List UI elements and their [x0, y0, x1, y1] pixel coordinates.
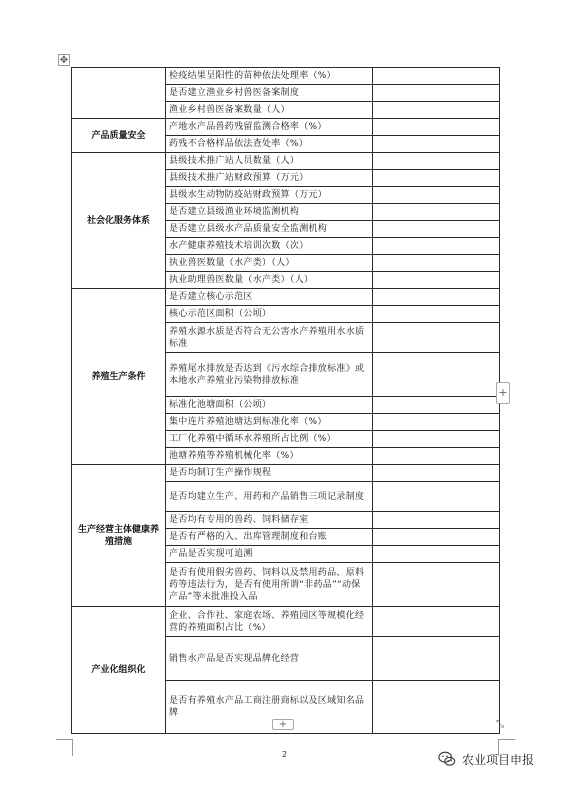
indicator-cell[interactable]: 县级技术推广站财政预算（万元） [166, 170, 373, 187]
indicator-cell[interactable]: 县级技术推广站人员数量（人） [166, 153, 373, 170]
value-cell[interactable] [373, 204, 500, 221]
table-row [72, 465, 500, 482]
indicator-cell[interactable]: 养殖尾水排放是否达到《污水综合排放标准》或本地水产养殖业污染物排放标准 [166, 353, 373, 397]
indicator-cell[interactable]: 水产健康养殖技术培训次数（次） [166, 238, 373, 255]
indicator-cell[interactable]: 药残不合格样品依法查处率（%） [166, 136, 373, 153]
value-cell[interactable] [373, 221, 500, 238]
value-cell[interactable] [373, 289, 500, 306]
indicator-cell[interactable]: 工厂化养殖中循环水养殖所占比例（%） [166, 431, 373, 448]
value-cell[interactable] [373, 119, 500, 136]
page-number: 2 [281, 750, 288, 759]
value-cell[interactable] [373, 187, 500, 204]
value-cell[interactable] [373, 414, 500, 431]
indicator-cell[interactable]: 是否有使用假劣兽药、饲料以及禁用药品、原料药等违法行为，是否有使用所谓“非药品”“动保产品”等未批准投入品 [166, 563, 373, 607]
indicator-cell[interactable]: 是否均建立生产、用药和产品销售三项记录制度 [166, 482, 373, 512]
value-cell[interactable] [373, 85, 500, 102]
value-cell[interactable] [373, 512, 500, 529]
value-cell[interactable] [373, 102, 500, 119]
indicator-cell[interactable]: 销售水产品是否实现品牌化经营 [166, 637, 373, 681]
indicator-cell[interactable]: 标准化池塘面积（公顷） [166, 397, 373, 414]
category-cell[interactable]: 社会化服务体系 [72, 153, 166, 289]
value-cell[interactable] [373, 431, 500, 448]
category-cell[interactable]: 产业化组织化 [72, 607, 166, 734]
category-cell[interactable]: 产品质量安全 [72, 119, 166, 153]
indicator-cell[interactable]: 执业助理兽医数量（水产类）（人） [166, 272, 373, 289]
table-row [72, 289, 500, 306]
category-cell[interactable]: 生产经营主体健康养殖措施 [72, 465, 166, 607]
value-cell[interactable] [373, 68, 500, 85]
indicator-cell[interactable]: 是否有严格的入、出库管理制度和台账 [166, 529, 373, 546]
value-cell[interactable] [373, 255, 500, 272]
category-cell[interactable]: 养殖生产条件 [72, 289, 166, 465]
indicator-cell[interactable]: 是否有养殖水产品工商注册商标以及区域知名品牌 [166, 681, 373, 734]
table-move-handle-icon[interactable]: ✥ [59, 55, 69, 66]
table-row [72, 119, 500, 136]
value-cell[interactable] [373, 170, 500, 187]
add-column-icon[interactable]: + [496, 382, 510, 404]
indicator-cell[interactable]: 渔业乡村兽医备案数量（人） [166, 102, 373, 119]
value-cell[interactable] [373, 529, 500, 546]
value-cell[interactable] [373, 136, 500, 153]
indicator-cell[interactable]: 企业、合作社、家庭农场、养殖园区等规模化经营的养殖面积占比（%） [166, 607, 373, 637]
value-cell[interactable] [373, 353, 500, 397]
value-cell[interactable] [373, 482, 500, 512]
table-resize-handle-icon[interactable]: ⤡ [496, 719, 504, 730]
value-cell[interactable] [373, 153, 500, 170]
indicator-cell[interactable]: 核心示范区面积（公顷） [166, 306, 373, 323]
indicator-cell[interactable]: 集中连片养殖池塘达到标准化率（%） [166, 414, 373, 431]
category-cell[interactable] [72, 68, 166, 119]
indicator-cell[interactable]: 是否均有专用的兽药、饲料储存室 [166, 512, 373, 529]
watermark [438, 750, 534, 768]
indicator-cell[interactable]: 执业兽医数量（水产类）（人） [166, 255, 373, 272]
indicator-cell[interactable]: 池塘养殖等养殖机械化率（%） [166, 448, 373, 465]
table-row [72, 153, 500, 170]
indicator-cell[interactable]: 是否建立渔业乡村兽医备案制度 [166, 85, 373, 102]
indicator-cell[interactable]: 产品是否实现可追溯 [166, 546, 373, 563]
wechat-icon [438, 750, 456, 768]
indicator-cell[interactable]: 养殖水源水质是否符合无公害水产养殖用水水质标准 [166, 323, 373, 353]
indicator-table [71, 67, 500, 734]
value-cell[interactable] [373, 607, 500, 637]
add-row-icon[interactable]: + [272, 719, 294, 730]
indicator-cell[interactable]: 是否建立县级水产品质量安全监测机构 [166, 221, 373, 238]
value-cell[interactable] [373, 637, 500, 681]
value-cell[interactable] [373, 546, 500, 563]
value-cell[interactable] [373, 681, 500, 734]
indicator-cell[interactable]: 县级水生动物防疫站财政预算（万元） [166, 187, 373, 204]
indicator-cell[interactable]: 是否建立县级渔业环境监测机构 [166, 204, 373, 221]
value-cell[interactable] [373, 448, 500, 465]
value-cell[interactable] [373, 306, 500, 323]
table-row [72, 68, 500, 85]
indicator-cell[interactable]: 是否均制订生产操作规程 [166, 465, 373, 482]
table-row [72, 607, 500, 637]
value-cell[interactable] [373, 397, 500, 414]
value-cell[interactable] [373, 563, 500, 607]
value-cell[interactable] [373, 323, 500, 353]
indicator-cell[interactable]: 检疫结果呈阳性的苗种依法处理率（%） [166, 68, 373, 85]
value-cell[interactable] [373, 465, 500, 482]
indicator-cell[interactable]: 产地水产品兽药残留监测合格率（%） [166, 119, 373, 136]
value-cell[interactable] [373, 238, 500, 255]
indicator-cell[interactable]: 是否建立核心示范区 [166, 289, 373, 306]
value-cell[interactable] [373, 272, 500, 289]
watermark-text: 农业项目申报 [462, 752, 535, 767]
